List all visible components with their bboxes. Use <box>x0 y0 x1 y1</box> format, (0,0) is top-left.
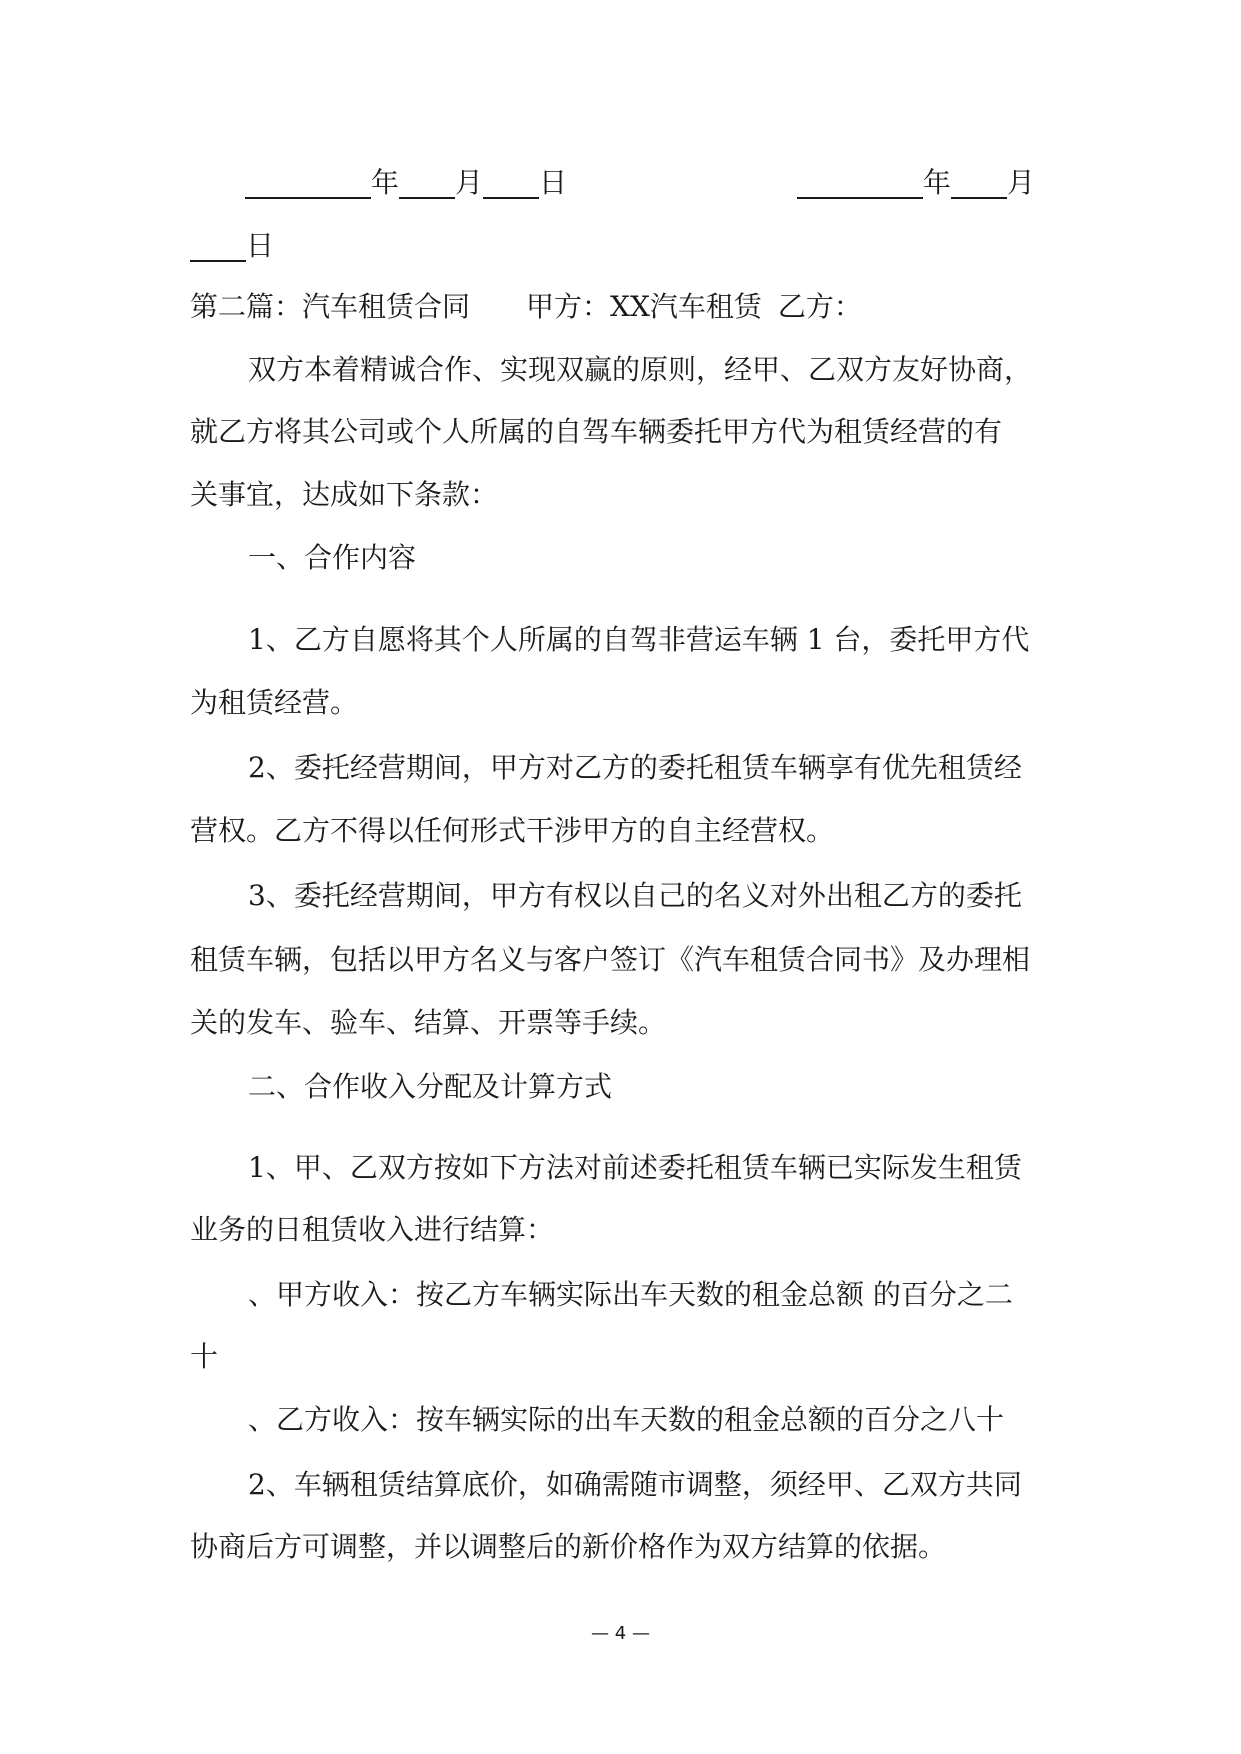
signature-date-continued <box>190 226 274 266</box>
month-label: 月 <box>1007 166 1036 199</box>
day-label: 日 <box>539 166 568 199</box>
paragraph-line: 、乙方收入：按车辆实际的出车天数的租金总额的百分之八十 <box>248 1403 1005 1436</box>
paragraph-line: 十 <box>190 1340 219 1373</box>
contract-title: 第二篇：汽车租赁合同 <box>190 290 471 323</box>
paragraph-line: 为租赁经营。 <box>190 686 359 719</box>
year-label: 年 <box>371 166 400 199</box>
section-heading: 二、合作收入分配及计算方式 <box>248 1070 613 1103</box>
section-heading: 一、合作内容 <box>248 541 417 574</box>
paragraph-line: 3、委托经营期间，甲方有权以自己的名义对外出租乙方的委托 <box>248 879 1022 912</box>
year-blank: _________ <box>797 166 923 199</box>
contract-heading-line <box>190 287 1050 327</box>
day-blank: ____ <box>190 229 246 262</box>
page-number: — 4 — <box>591 1623 650 1644</box>
paragraph-line: 双方本着精诚合作、实现双赢的原则，经甲、乙双方友好协商， <box>248 353 1033 386</box>
day-blank: ____ <box>483 166 540 199</box>
month-label: 月 <box>455 166 484 199</box>
paragraph-line: 协商后方可调整，并以调整后的新价格作为双方结算的依据。 <box>190 1530 947 1563</box>
paragraph-line: 租赁车辆，包括以甲方名义与客户签订《汽车租赁合同书》及办理相 <box>190 943 1031 976</box>
paragraph-line: 2、委托经营期间，甲方对乙方的委托租赁车辆享有优先租赁经 <box>248 751 1022 784</box>
paragraph-line: 1、甲、乙双方按如下方法对前述委托租赁车辆已实际发生租赁 <box>248 1151 1022 1184</box>
paragraph-line: 2、车辆租赁结算底价，如确需随市调整，须经甲、乙双方共同 <box>248 1468 1022 1501</box>
party-b: 乙方： <box>777 290 862 323</box>
day-label: 日 <box>246 229 275 262</box>
paragraph-line: 营权。乙方不得以任何形式干涉甲方的自主经营权。 <box>190 814 835 847</box>
paragraph-line: 业务的日租赁收入进行结算： <box>190 1213 555 1246</box>
paragraph-line: 1、乙方自愿将其个人所属的自驾非营运车辆 1 台，委托甲方代 <box>248 623 1030 656</box>
paragraph-line: 、甲方收入：按乙方车辆实际出车天数的租金总额 的百分之二 <box>248 1278 1013 1311</box>
signature-date-right <box>797 163 1035 203</box>
paragraph-line: 就乙方将其公司或个人所属的自驾车辆委托甲方代为租赁经营的有 <box>190 415 1003 448</box>
year-blank: _________ <box>245 166 371 199</box>
paragraph-line: 关的发车、验车、结算、开票等手续。 <box>190 1006 667 1039</box>
year-label: 年 <box>923 166 952 199</box>
signature-date-left <box>245 163 567 203</box>
month-blank: ____ <box>399 166 456 199</box>
paragraph-line: 关事宜，达成如下条款： <box>190 478 499 511</box>
month-blank: ____ <box>951 166 1008 199</box>
party-a: 甲方：XX汽车租赁 <box>526 290 762 323</box>
